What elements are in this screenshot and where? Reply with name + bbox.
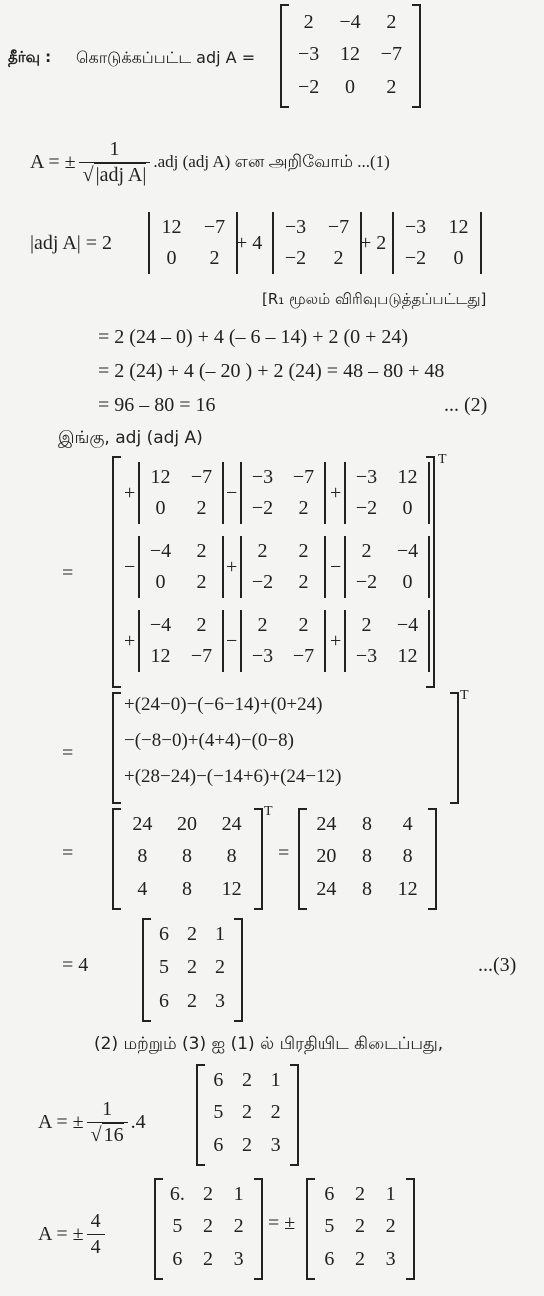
result-1-lhs: A = ± — [38, 1111, 84, 1133]
result-1-num: 1 — [102, 1098, 113, 1120]
substitution-text: (2) மற்றும் (3) ஐ (1) ல் பிரதியிட கிடைப்பது, — [94, 1034, 444, 1054]
cofactor-sign: + — [124, 482, 136, 504]
cofactor-determinant — [138, 536, 224, 598]
det-cell: −3 — [284, 216, 307, 238]
det-cell: 12 — [150, 645, 171, 667]
cofactor-sign: + — [330, 630, 342, 652]
det-cell: 2 — [196, 571, 207, 593]
matrix-cell: 6 — [324, 1248, 335, 1271]
matrix-cell: 8 — [137, 845, 148, 868]
cofactor-determinant — [240, 536, 326, 598]
matrix-cell: 24 — [132, 812, 153, 835]
det-cell: −2 — [251, 497, 274, 519]
numeric-eq-1: = — [62, 842, 74, 864]
formula-fraction: $\frac{1}{\text{√ |adj A|}}$ — [79, 138, 151, 187]
matrix-cell: 2 — [187, 989, 197, 1012]
matrix-cell: 24 — [221, 812, 242, 835]
det-minor-3 — [392, 212, 482, 274]
result-2-matrix-1 — [162, 1178, 254, 1276]
det-cell: −7 — [327, 216, 350, 238]
expansion-note: [R₁ மூலம் விரிவுபடுத்தப்பட்டது] — [262, 290, 487, 308]
matrix-cell: 2 — [187, 956, 197, 979]
matrix-cell: 2 — [202, 1182, 213, 1205]
matrix-cell: 5 — [324, 1215, 335, 1238]
matrix-cell: 5 — [172, 1215, 183, 1238]
det-cell: −7 — [190, 645, 213, 667]
det-cell: −7 — [203, 216, 226, 238]
det-cell: −7 — [292, 645, 315, 667]
cofactor-sign: + — [124, 630, 136, 652]
det-minor-2 — [272, 212, 362, 274]
expanded-row-2: −(−8−0)+(4+4)−(0−8) — [124, 730, 294, 751]
det-cell: 2 — [196, 540, 207, 562]
cofactor-sign: − — [330, 556, 342, 578]
expanded-eq: = — [62, 742, 74, 764]
det-cell: 2 — [333, 247, 344, 269]
result-2 — [38, 1210, 108, 1259]
matrix-cell: 2 — [354, 1248, 365, 1271]
det-cell: 2 — [196, 614, 207, 636]
given-adj-a-text: கொடுக்கப்பட்ட adj A = — [76, 48, 256, 67]
matrix-cell: −2 — [298, 76, 320, 99]
matrix-cell: 8 — [181, 878, 192, 901]
matrix-cell: −7 — [380, 43, 402, 66]
det-cell: 12 — [150, 466, 171, 488]
matrix-cell: 20 — [316, 845, 337, 868]
det-cell: 2 — [298, 540, 309, 562]
matrix-cell: 2 — [202, 1215, 213, 1238]
det-cell: −7 — [190, 466, 213, 488]
numeric-eq-2: = — [278, 842, 290, 864]
det-cell: 12 — [397, 645, 418, 667]
det-cell: 12 — [448, 216, 469, 238]
matrix-cell: 6 — [172, 1248, 183, 1271]
cofactor-sign: − — [124, 556, 136, 578]
det-cell: 2 — [298, 497, 309, 519]
result-1 — [38, 1098, 146, 1147]
factored-matrix — [150, 918, 234, 1018]
matrix-cell: 3 — [385, 1248, 396, 1271]
matrix-cell: 6 — [213, 1068, 224, 1091]
calc-tag-2: ... (2) — [444, 394, 488, 416]
adjadj-transpose: T — [438, 452, 447, 467]
matrix-cell: 6 — [324, 1182, 335, 1205]
det-cell: 12 — [161, 216, 182, 238]
factored-eq: = 4 — [62, 954, 89, 976]
det-cell: 0 — [453, 247, 464, 269]
matrix-cell: 12 — [221, 878, 242, 901]
result-2-fraction — [87, 1210, 105, 1259]
matrix-cell: 4 — [402, 812, 413, 835]
matrix-cell: 2 — [241, 1134, 252, 1157]
det-cell: 0 — [155, 571, 166, 593]
numeric-matrix-1 — [120, 808, 254, 906]
formula-rest: .adj (adj A) என அறிவோம் ...(1) — [153, 151, 390, 171]
expanded-transpose: T — [460, 688, 469, 703]
det-cell: −3 — [355, 466, 378, 488]
cofactor-determinant — [344, 610, 430, 672]
matrix-cell: 12 — [339, 43, 360, 66]
det-cell: −4 — [396, 540, 419, 562]
adjadj-eq: = — [62, 562, 74, 584]
det-op2: + 2 — [360, 232, 387, 254]
matrix-cell: 6. — [169, 1182, 185, 1205]
matrix-cell: 2 — [233, 1215, 244, 1238]
matrix-cell: 5 — [213, 1101, 224, 1124]
matrix-cell: 6 — [159, 989, 169, 1012]
det-cell: −3 — [355, 645, 378, 667]
cofactor-determinant — [240, 462, 326, 524]
det-cell: −3 — [404, 216, 427, 238]
cofactor-determinant — [240, 610, 326, 672]
calc-line-1: = 2 (24 – 0) + 4 (– 6 – 14) + 2 (0 + 24) — [98, 326, 409, 348]
matrix-cell: 4 — [137, 878, 148, 901]
matrix-cell: 2 — [202, 1248, 213, 1271]
det-cell: 2 — [196, 497, 207, 519]
det-cell: −4 — [396, 614, 419, 636]
cofactor-sign: + — [226, 556, 238, 578]
matrix-cell: 2 — [241, 1101, 252, 1124]
matrix-cell: 3 — [270, 1134, 281, 1157]
matrix-cell: 2 — [215, 956, 225, 979]
det-cell: 2 — [361, 540, 372, 562]
matrix-cell: 20 — [176, 812, 197, 835]
calc-line-3: = 96 – 80 = 16 — [98, 394, 216, 416]
cofactor-sign: − — [226, 482, 238, 504]
matrix-cell: 3 — [233, 1248, 244, 1271]
det-cell: −2 — [404, 247, 427, 269]
numeric-matrix-2 — [306, 808, 428, 906]
matrix-cell: 6 — [213, 1134, 224, 1157]
det-cell: −2 — [284, 247, 307, 269]
det-cell: −2 — [355, 571, 378, 593]
matrix-cell: 2 — [386, 10, 397, 33]
matrix-cell: 0 — [344, 76, 355, 99]
matrix-cell: 8 — [226, 845, 237, 868]
matrix-cell: 12 — [397, 878, 418, 901]
matrix-cell: −3 — [298, 43, 320, 66]
result-1-matrix — [204, 1064, 290, 1162]
det-lhs: |adj A| = 2 — [30, 232, 113, 254]
adjadj-heading: இங்கு, adj (adj A) — [58, 428, 203, 448]
formula-numerator: 1 — [109, 138, 120, 160]
det-cell: 2 — [361, 614, 372, 636]
matrix-cell: 6 — [159, 923, 169, 946]
det-minor-1 — [148, 212, 238, 274]
cofactor-determinant — [344, 536, 430, 598]
matrix-cell: 1 — [385, 1182, 396, 1205]
result-2-num: 4 — [90, 1210, 101, 1232]
det-cell: 2 — [257, 540, 268, 562]
formula-denominator: |adj A| — [95, 164, 147, 186]
matrix-cell: 24 — [316, 878, 337, 901]
result-1-mul: .4 — [130, 1111, 146, 1133]
det-cell: 0 — [166, 247, 177, 269]
result-2-matrix-2 — [314, 1178, 406, 1276]
inverse-formula — [30, 138, 390, 187]
matrix-cell: 2 — [354, 1182, 365, 1205]
det-cell: 12 — [397, 466, 418, 488]
det-cell: −3 — [251, 645, 274, 667]
matrix-cell: 2 — [303, 10, 314, 33]
det-cell: 2 — [209, 247, 220, 269]
matrix-cell: 8 — [361, 845, 372, 868]
matrix-cell: 1 — [270, 1068, 281, 1091]
matrix-cell: 2 — [386, 76, 397, 99]
result-2-lhs: A = ± — [38, 1223, 84, 1245]
matrix-cell: 8 — [402, 845, 413, 868]
matrix-cell: 1 — [215, 923, 225, 946]
result-1-den: 16 — [103, 1124, 124, 1146]
matrix-cell: 3 — [215, 989, 225, 1012]
matrix-cell: 24 — [316, 812, 337, 835]
matrix-cell: 2 — [270, 1101, 281, 1124]
cofactor-sign: − — [226, 630, 238, 652]
matrix-cell: 8 — [361, 878, 372, 901]
cofactor-determinant — [138, 462, 224, 524]
det-cell: −2 — [251, 571, 274, 593]
result-2-mid: = ± — [268, 1212, 296, 1234]
formula-lhs: A = ± — [30, 151, 76, 173]
det-cell: 2 — [257, 614, 268, 636]
result-1-fraction: $\frac{1}{√ 16}$ — [87, 1098, 128, 1147]
det-cell: 0 — [155, 497, 166, 519]
matrix-cell: 1 — [233, 1182, 244, 1205]
det-op1: + 4 — [236, 232, 263, 254]
det-cell: 2 — [298, 614, 309, 636]
cofactor-determinant — [344, 462, 430, 524]
solution-label: தீர்வு : — [8, 48, 52, 66]
result-2-den: 4 — [87, 1234, 105, 1259]
matrix-cell: 2 — [385, 1215, 396, 1238]
matrix-cell: 8 — [181, 845, 192, 868]
cofactor-sign: + — [330, 482, 342, 504]
cofactor-determinant — [138, 610, 224, 672]
det-cell: −7 — [292, 466, 315, 488]
expanded-row-3: +(28−24)−(−14+6)+(24−12) — [124, 766, 342, 787]
expanded-row-1: +(24−0)−(−6−14)+(0+24) — [124, 694, 323, 715]
det-cell: −3 — [251, 466, 274, 488]
matrix-cell: 8 — [361, 812, 372, 835]
matrix-cell: 5 — [159, 956, 169, 979]
det-cell: −2 — [355, 497, 378, 519]
matrix-cell: 2 — [354, 1215, 365, 1238]
det-cell: −4 — [149, 614, 172, 636]
numeric-transpose: T — [264, 804, 273, 819]
calc-line-2: = 2 (24) + 4 (– 20 ) + 2 (24) = 48 – 80 + 48 — [98, 360, 445, 382]
factored-tag: ...(3) — [478, 954, 517, 976]
matrix-cell: 2 — [241, 1068, 252, 1091]
det-cell: −4 — [149, 540, 172, 562]
det-cell: 2 — [298, 571, 309, 593]
matrix-cell: 2 — [187, 923, 197, 946]
matrix-cell: −4 — [339, 10, 361, 33]
det-cell: 0 — [402, 571, 413, 593]
det-cell: 0 — [402, 497, 413, 519]
